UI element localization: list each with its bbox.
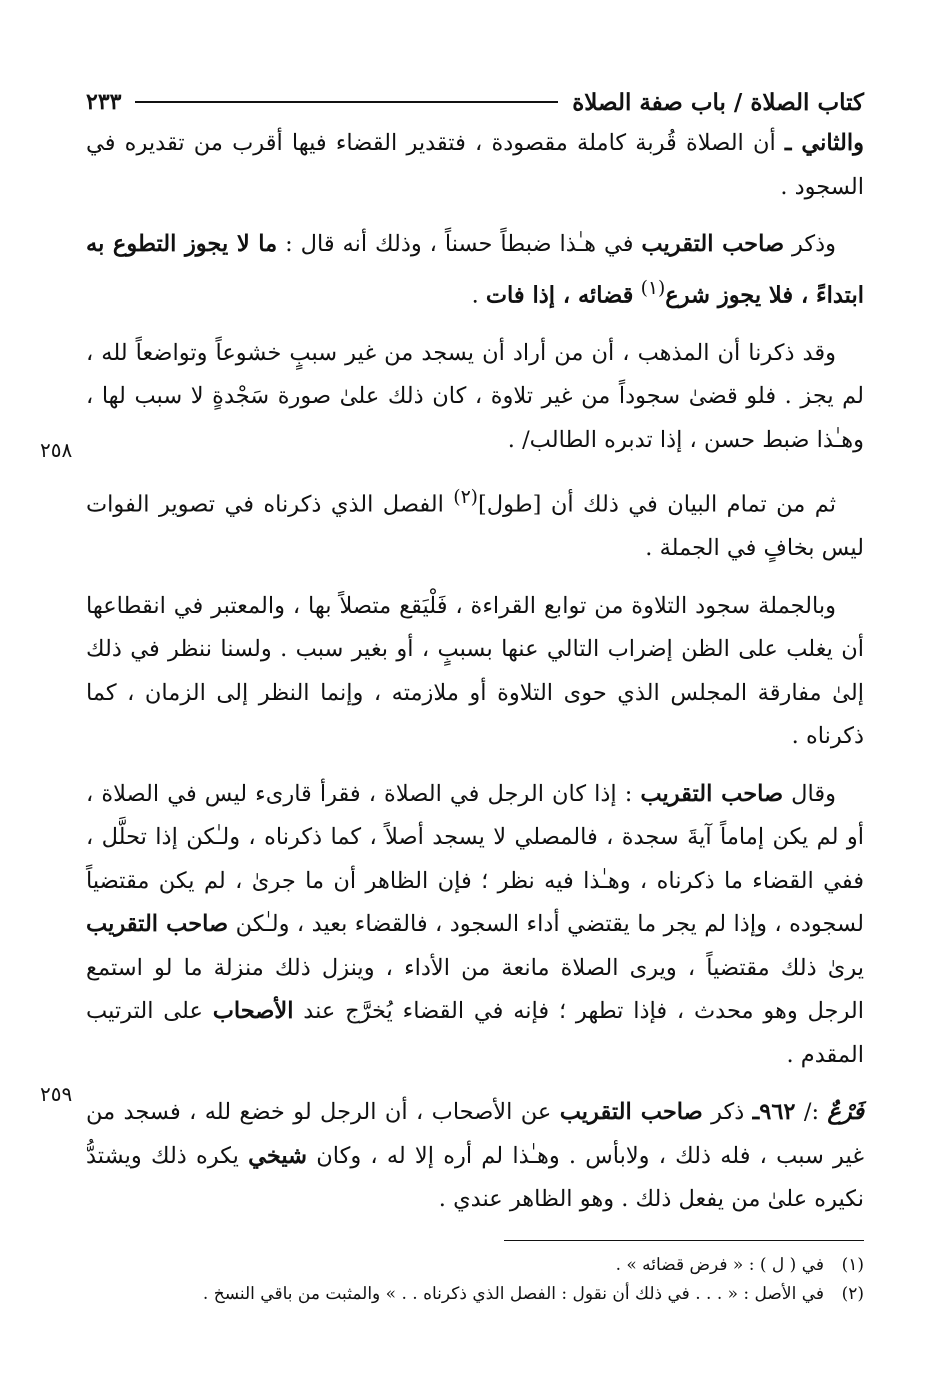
footnote-marker: (٢) (841, 1283, 864, 1304)
body-text (86, 122, 864, 1222)
margin-page-ref-258: ٢٥٨ (40, 438, 73, 462)
header-rule (135, 101, 558, 103)
paragraph-7: فَرْعٌ :/ ٩٦٢ـ ذكر صاحب التقريب عن الأصحاب ، أن الرجل لو خضع لله ، فسجد من غير سبب ، فله ذلك ، ولابأس . وهـٰذا لم أره إلا له ، وكان شيخي يكره ذلك ويشتدُّ نكيره علىٰ من يفعل ذلك . وهو الظاهر عندي . (86, 1099, 865, 1212)
footnote-text: في ( ل ) : « فرض قضائه » . (615, 1254, 824, 1275)
paragraph-6: وقال صاحب التقريب : إذا كان الرجل في الصلاة ، فقرأ قارىء ليس في الصلاة ، أو لم يكن إماماً آيةَ سجدة ، فالمصلي لا يسجد أصلاً ، كما ذكرناه ، ولـٰكن إذا تحلَّل ، ففي القضاء ما ذكرناه ، وهـٰذا فيه نظر ؛ فإن الظاهر أن ما جرىٰ ، لم يكن مقتضياً لسجوده ، وإذا لم يجر ما يقتضي أداء السجود ، فالقضاء بعيد ، ولـٰكن صاحب التقريب يرىٰ ذلك مقتضياً ، ويرى الصلاة مانعة من الأداء ، وينزل ذلك منزلة ما لو استمع الرجل وهو محدث ، فإذا تطهر ؛ فإنه في القضاء يُخرَّج عند الأصحاب على الترتيب المقدم . (86, 780, 864, 1068)
footnote-marker: (١) (841, 1254, 864, 1275)
paragraph-3: وقد ذكرنا أن المذهب ، أن من أراد أن يسجد من غير سببٍ خشوعاً وتواضعاً لله ، لم يجز . فلو قضىٰ سجوداً من غير تلاوة ، كان ذلك علىٰ صورة سَجْدةٍ لا سبب لها ، وهـٰذا ضبط حسن ، إذا تدبره الطالب/ . (86, 339, 864, 453)
header-title: كتاب الصلاة / باب صفة الصلاة (572, 88, 864, 116)
paragraph-2: وذكر صاحب التقريب في هـٰذا ضبطاً حسناً ، وذلك أنه قال : ما لا يجوز التطوع به ابتداءً ، فلا يجوز شرع$^{(١)}$ قضائه ، إذا فات . (86, 231, 864, 308)
paragraph-1: والثاني ـ أن الصلاة قُربة كاملة مقصودة ، فتقدير القضاء فيها أقرب من تقديره في السجود . (86, 130, 864, 200)
footnotes (86, 1251, 864, 1309)
page-number: ٢٣٣ (86, 89, 122, 115)
paragraph-4: ثم من تمام البيان في ذلك أن [طول]$^{(٢)}$ الفصل الذي ذكرناه في تصوير الفوات ليس بخافٍ في الجملة . (86, 487, 864, 561)
paragraph-5: وبالجملة سجود التلاوة من توابع القراءة ، فَلْيَقع متصلاً بها ، والمعتبر في انقطاعها أن يغلب على الظن إضراب التالي عنها بسببٍ ، أو بغير سبب . ولسنا ننظر في ذلك إلىٰ مفارقة المجلس الذي حوى التلاوة أو ملازمته ، وإنما النظر إلى الزمان ، كما ذكرناه . (86, 592, 864, 749)
margin-page-ref-259: ٢٥٩ (40, 1082, 73, 1106)
book-page (86, 82, 864, 1309)
running-header (86, 82, 864, 122)
footnote-separator (504, 1240, 864, 1241)
footnote-2 (86, 1280, 864, 1309)
footnote-1 (86, 1251, 864, 1280)
footnote-text: في الأصل : « . . . في ذلك أن نقول : الفصل الذي ذكرناه . . » والمثبت من باقي النسخ . (202, 1283, 824, 1304)
